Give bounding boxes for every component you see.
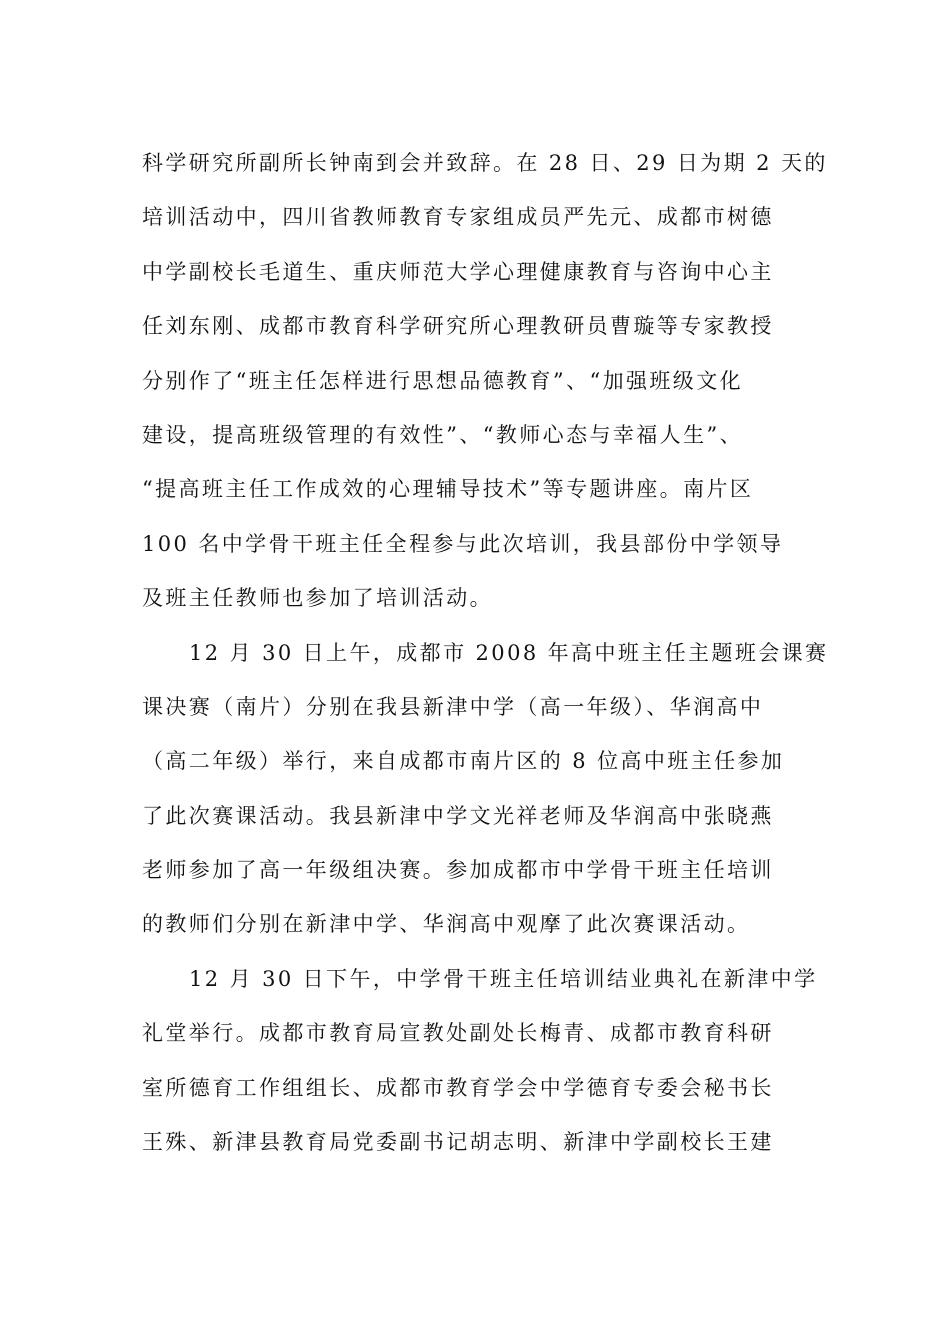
text-line: 建设，提高班级管理的有效性”、“教师心态与幸福人生”、 xyxy=(142,422,744,447)
text-line: 王殊、新津县教育局党委副书记胡志明、新津中学副校长王建 xyxy=(142,1130,774,1155)
text-line: 培训活动中，四川省教师教育专家组成员严先元、成都市树德 xyxy=(142,205,774,230)
text-line: 中学副校长毛道生、重庆师范大学心理健康教育与咨询中心主 xyxy=(142,259,774,284)
text-line: 室所德育工作组组长、成都市教育学会中学德育专委会秘书长 xyxy=(142,1075,774,1100)
text-line: 12 月 30 日下午，中学骨干班主任培训结业典礼在新津中学 xyxy=(189,966,818,991)
text-line: 科学研究所副所长钟南到会并致辞。在 28 日、29 日为期 2 天的 xyxy=(142,151,828,175)
text-line: 任刘东刚、成都市教育科学研究所心理教研员曹璇等专家教授 xyxy=(142,314,774,339)
text-line: 12 月 30 日上午，成都市 2008 年高中班主任主题班会课赛 xyxy=(189,640,829,665)
text-line: 的教师们分别在新津中学、华润高中观摩了此次赛课活动。 xyxy=(142,912,751,937)
body-text xyxy=(142,141,829,1174)
text-line: 分别作了“班主任怎样进行思想品德教育”、“加强班级文化 xyxy=(142,368,744,393)
text-line: “提高班主任工作成效的心理辅导技术”等专题讲座。南片区 xyxy=(142,477,754,502)
text-line: 礼堂举行。成都市教育局宣教处副处长梅青、成都市教育科研 xyxy=(142,1021,774,1046)
text-line: （高二年级）举行，来自成都市南片区的 8 位高中班主任参加 xyxy=(142,749,785,774)
text-line: 100 名中学骨干班主任全程参与此次培训，我县部份中学领导 xyxy=(142,531,784,556)
text-line: 及班主任教师也参加了培训活动。 xyxy=(142,586,493,611)
text-line: 课决赛（南片）分别在我县新津中学（高一年级）、华润高中 xyxy=(142,694,764,719)
text-line: 老师参加了高一年级组决赛。参加成都市中学骨干班主任培训 xyxy=(142,858,774,883)
text-line: 了此次赛课活动。我县新津中学文光祥老师及华润高中张晓燕 xyxy=(142,803,774,828)
